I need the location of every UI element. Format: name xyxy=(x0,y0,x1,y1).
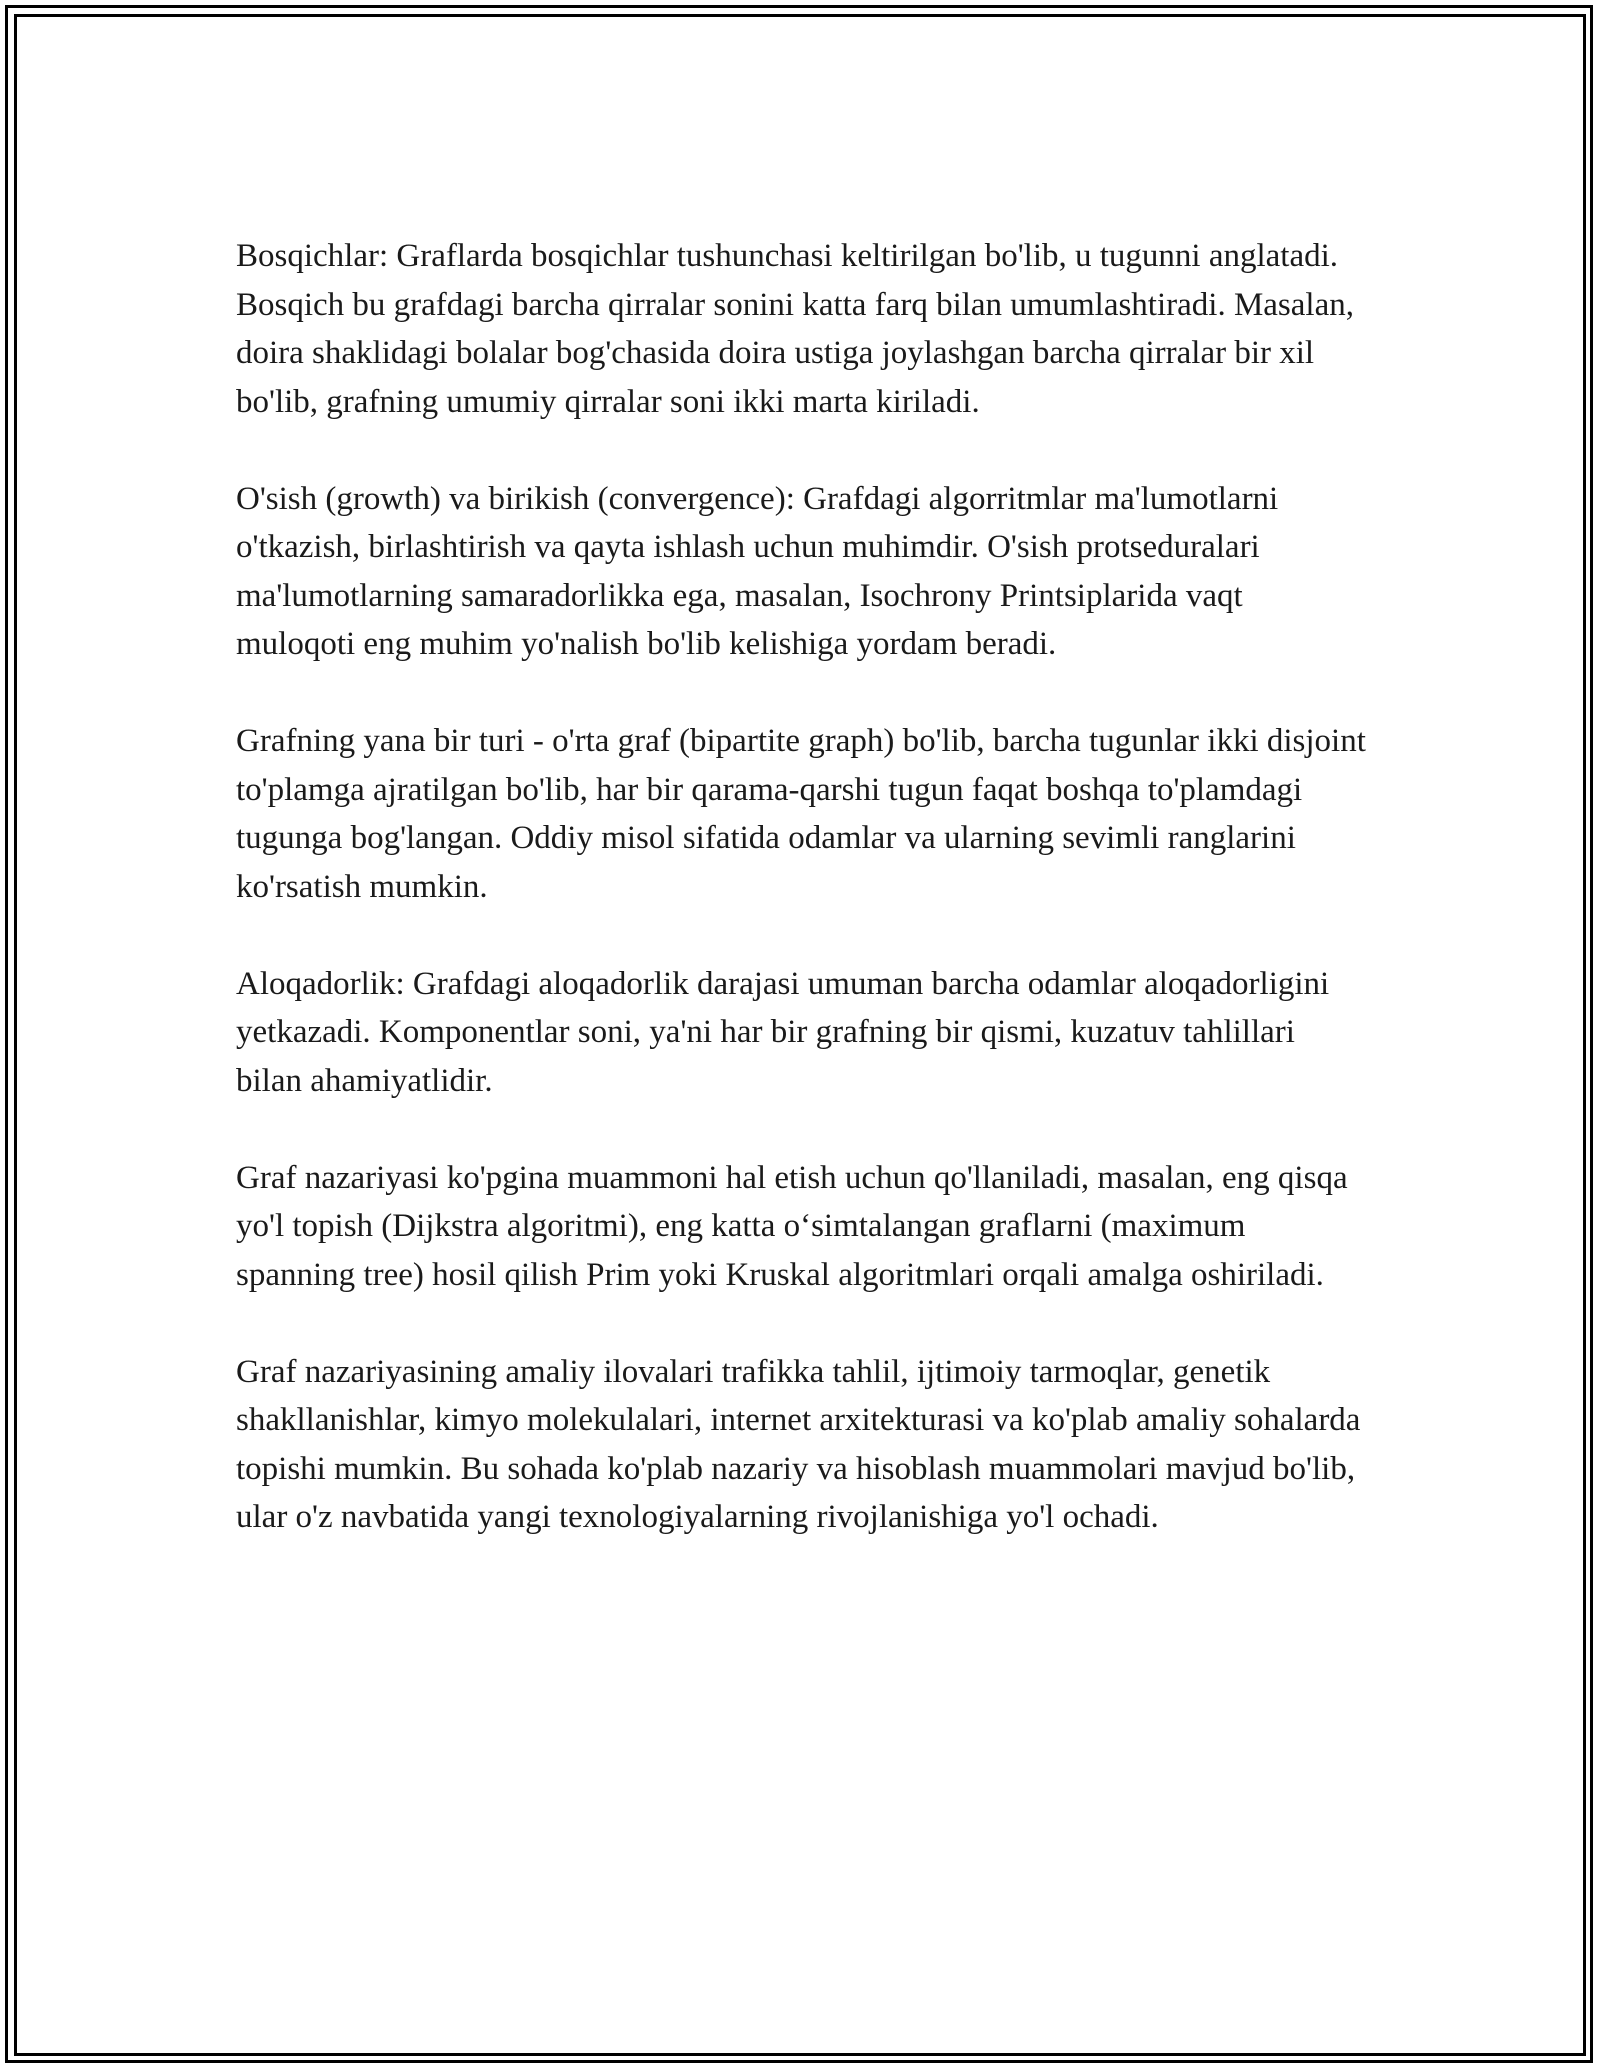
paragraph-graf-nazariyasi-algoritmlar: Graf nazariyasi ko'pgina muammoni hal etish uchun qo'llaniladi, masalan, eng qisqa yo'l topish (Dijkstra algoritmi), eng katta o‘simtalangan graflarni (maximum spanning tree) hosil qilish Prim yoki Kruskal algoritmlari orqali amalga oshiriladi. xyxy=(236,1159,1348,1293)
paragraph-amaliy-ilovalar: Graf nazariyasining amaliy ilovalari trafikka tahlil, ijtimoiy tarmoqlar, genetik shakllanishlar, kimyo molekulalari, internet arxitekturasi va ko'plab amaliy sohalarda topishi mumkin. Bu sohada ko'plab nazariy va hisoblash muammolari mavjud bo'lib, ular o'z navbatida yangi texnologiyalarning rivojlanishiga yo'l ochadi. xyxy=(236,1353,1361,1535)
paragraph-bosqichlar: Bosqichlar: Graflarda bosqichlar tushunchasi keltirilgan bo'lib, u tugunni anglatadi. Bosqich bu grafdagi barcha qirralar sonini katta farq bilan umumlashtiradi. Masalan, doira shaklidagi bolalar bog'chasida doira ustiga joylashgan barcha qirralar bir xil bo'lib, grafning umumiy qirralar soni ikki marta kiriladi. xyxy=(236,238,1354,420)
paragraph-aloqadorlik: Aloqadorlik: Grafdagi aloqadorlik darajasi umuman barcha odamlar aloqadorligini yetkazadi. Komponentlar soni, ya'ni har bir grafning bir qismi, kuzatuv tahlillari bilan ahamiyatlidir. xyxy=(236,965,1330,1099)
document-body xyxy=(236,232,1366,1590)
paragraph-bipartite-graph: Grafning yana bir turi - o'rta graf (bipartite graph) bo'lib, barcha tugunlar ikki disjoint to'plamga ajratilgan bo'lib, har bir qarama-qarshi tugun faqat boshqa to'plamdagi tugunga bog'langan. Oddiy misol sifatida odamlar va ularning sevimli ranglarini ko'rsatish mumkin. xyxy=(236,723,1366,905)
paragraph-osish-birikish: O'sish (growth) va birikish (convergence): Grafdagi algorritmlar ma'lumotlarni o'tkazish, birlashtirish va qayta ishlash uchun muhimdir. O'sish protseduralari ma'lumotlarning samaradorlikka ega, masalan, Isochrony Printsiplarida vaqt muloqoti eng muhim yo'nalish bo'lib kelishiga yordam beradi. xyxy=(236,480,1279,662)
